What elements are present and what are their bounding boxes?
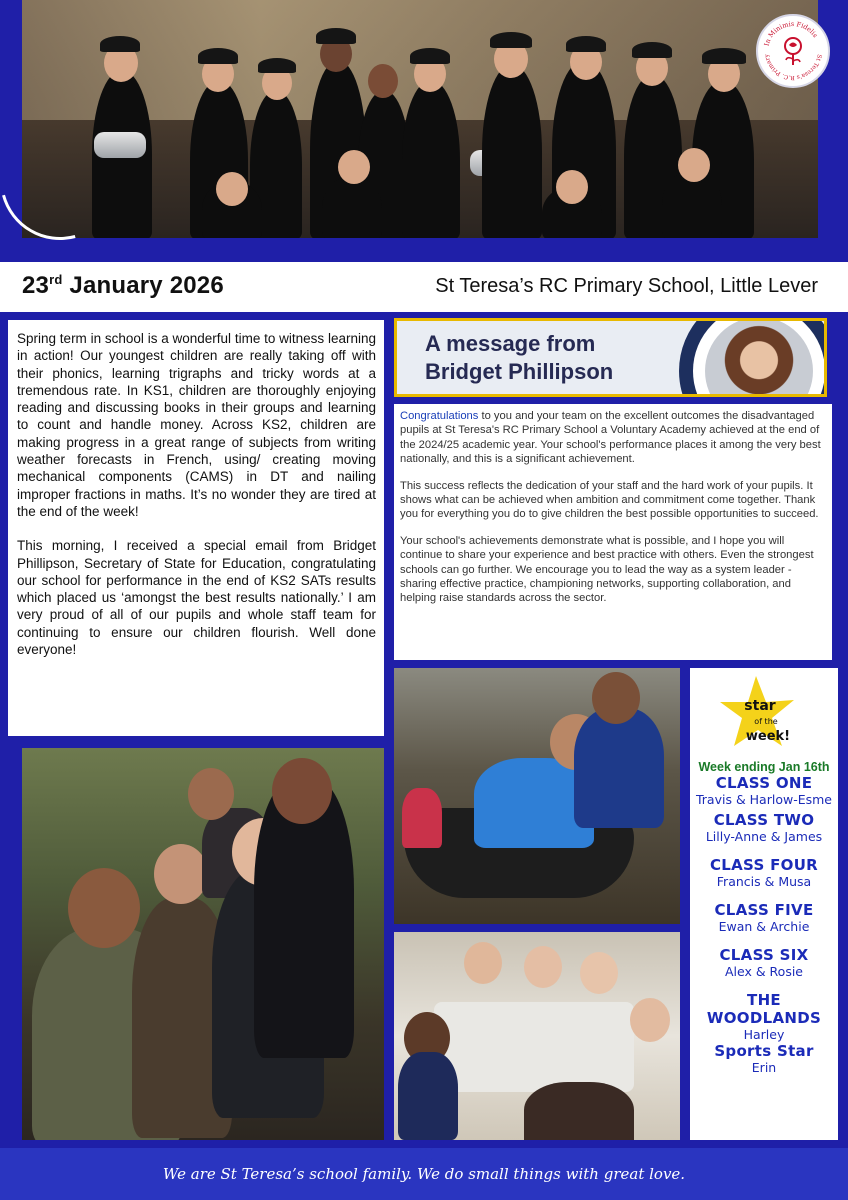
footer-tagline-bar (0, 1148, 848, 1200)
svg-text:St Teresa's R.C. Primary: St Teresa's R.C. Primary (764, 53, 822, 81)
sports-star-winner: Erin (751, 1060, 777, 1075)
class-six-winners: Alex & Rosie (724, 964, 804, 979)
class-two-winners: Lilly-Anne & James (705, 829, 823, 844)
svg-text:star: star (744, 698, 776, 714)
message-header-banner (394, 318, 827, 397)
class-one-heading: CLASS ONE (715, 774, 813, 792)
intro-paragraph-1: Spring term in school is a wonderful time to witness learning in action! Our youngest children are really taking off with their phonics, learning trigraphs and tricky words at a tremendous rate. In KS1, children are thoroughly enjoying reading and discussing books in their groups and learning to count and handle money. Across KS2, children are making progress in a great range of subjects from writing weather forecasts in French, using/ creating moving mechanical components (CAMS) in DT and nailing improper fractions in maths. It’s no wonder they are tired at the end of the week! (17, 331, 376, 519)
week-ending-label: Week ending Jan 16th (698, 760, 830, 774)
woodlands-heading: THE WOODLANDS (706, 991, 822, 1027)
woodlands-winners: Harley (743, 1027, 785, 1042)
photo-classroom-reading (394, 932, 680, 1140)
newsletter-date: 23rd January 2026 (22, 272, 224, 299)
intro-paragraph-2: This morning, I received a special email from Bridget Phillipson, Secretary of State for Education, congratulating our school for performance in the end of KS2 SATs results which placed us ‘amongst the best results nationally.’ I am very proud of all of our pupils and whole staff team for continuing to ensure our children flourish. Well done everyone! (17, 538, 376, 658)
email-body (394, 404, 832, 660)
svg-text:of the: of the (754, 717, 778, 726)
logo-ring (758, 16, 828, 86)
photo-wheelbarrow-play (394, 668, 680, 924)
sports-star-heading: Sports Star (714, 1042, 814, 1060)
class-five-heading: CLASS FIVE (714, 901, 814, 919)
photo-woodland-children (22, 748, 384, 1140)
class-one-winners: Travis & Harlow-Esme (695, 792, 832, 807)
svg-text:In Minimis Fidelis: In Minimis Fidelis (762, 19, 820, 47)
email-paragraph-3: Your school's achievements demonstrate what is possible, and I hope you will continue to share your experience and best practice with others. Even the strongest schools can go further. We encourage you to lead the way as a system leader - sharing effective practice, championing networks, supporting collaboration, and helping raise standards across the sector. (400, 534, 814, 605)
email-paragraph-1: Congratulations to you and your team on the excellent outcomes the disadvantaged pupils at St Teresa's RC Primary School a Voluntary Academy achieved at the end of the 2024/25 academic year. Your school's performance places it among the very best nationally, and this is a significant achievement. (400, 410, 821, 466)
class-four-heading: CLASS FOUR (709, 856, 819, 874)
school-name: St Teresa’s RC Primary School, Little Lever (435, 275, 818, 297)
hero-photo-dancers (22, 0, 818, 238)
class-six-heading: CLASS SIX (719, 946, 809, 964)
message-heading-line1: A message from (425, 331, 596, 356)
footer-tagline: We are St Teresa’s school family. We do small things with great love. (162, 1165, 686, 1183)
svg-text:week!: week! (745, 729, 791, 744)
headteacher-message (8, 320, 384, 736)
class-two-heading: CLASS TWO (713, 811, 815, 829)
school-logo (756, 14, 830, 88)
star-of-the-week-panel (690, 668, 838, 1140)
email-paragraph-2: This success reflects the dedication of your staff and the hard work of your pupils. It shows what can be achieved when ambition and commitment come together. Thank you for everything you do to give children the best possible opportunities to succeed. (400, 479, 819, 521)
message-heading-line2: Bridget Phillipson (425, 359, 614, 384)
class-five-winners: Ewan & Archie (718, 919, 810, 934)
star-badge-icon (716, 674, 812, 758)
class-four-winners: Francis & Musa (716, 874, 812, 889)
